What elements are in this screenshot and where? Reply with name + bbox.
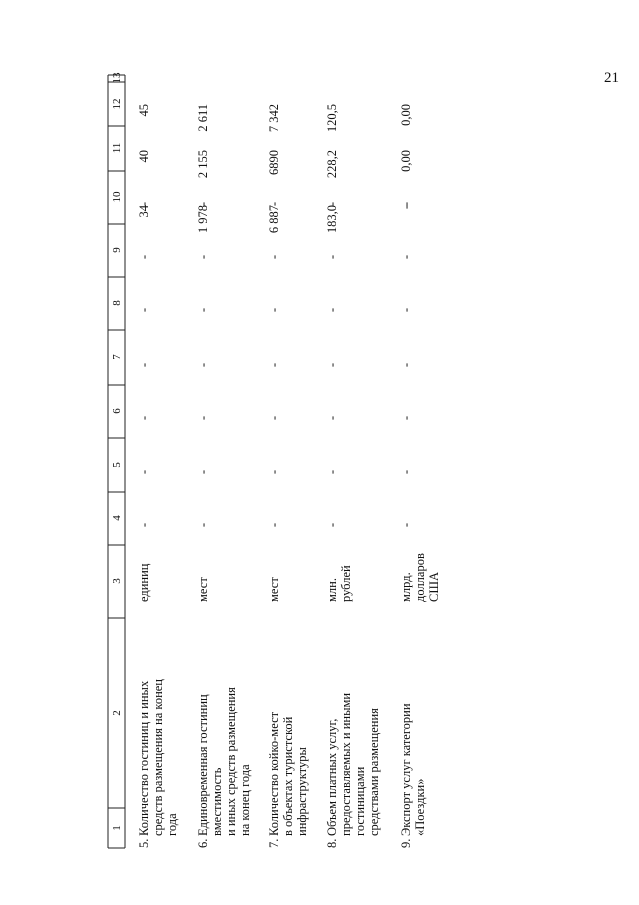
row-6-c5: - [196, 469, 210, 475]
row-8-name: Объем платных услуг,предоставляемых и инымигостиницамисредствами размещения [325, 692, 381, 836]
row-8-c4: - [325, 522, 339, 528]
row-7-c5: - [267, 469, 281, 475]
row-6-c7: - [196, 362, 210, 368]
row-7-c11: 6 887 [267, 205, 281, 234]
row-5-c8: - [137, 307, 151, 313]
row-8-c11: 183,0 [325, 205, 339, 234]
row-8-c8: - [325, 307, 339, 313]
row-8-n: 8. [325, 838, 339, 848]
row-9-c6: - [399, 415, 413, 421]
row-5-c10: - [137, 201, 151, 207]
header-col-4: 4 [111, 515, 123, 521]
row-9-unit: млрд.долларовСША [399, 553, 441, 602]
row-6-unit: мест [196, 577, 210, 602]
row-9-c9: - [399, 254, 413, 260]
row-9-c11: - [399, 205, 413, 210]
row-5-name: Количество гостиниц и иныхсредств размещения на конецгода [137, 678, 179, 836]
row-6-c13: 2 611 [196, 104, 210, 132]
row-5-c6: - [137, 415, 151, 421]
header-col-3: 3 [111, 578, 123, 584]
row-8-c10: - [325, 201, 339, 207]
row-8-c13: 120,5 [325, 104, 339, 133]
row-9-c7: - [399, 362, 413, 368]
row-7-unit: мест [267, 577, 281, 602]
header-col-6: 6 [111, 408, 123, 414]
row-9-c5: - [399, 469, 413, 475]
row-7-name: Количество койко-меств объектах туристскойинфраструктуры [267, 711, 309, 836]
row-7-c10: - [267, 201, 281, 207]
row-5-c4: - [137, 522, 151, 528]
table-grid [108, 75, 125, 848]
row-6-c10: - [196, 201, 210, 207]
row-5-c13: 45 [137, 104, 151, 117]
row-6-c6: - [196, 415, 210, 421]
row-9-c8: - [399, 307, 413, 313]
row-7-n: 7. [267, 838, 281, 848]
row-8-c9: - [325, 254, 339, 260]
row-7-c9: - [267, 254, 281, 260]
header-col-9: 9 [111, 247, 123, 253]
row-8-c7: - [325, 362, 339, 368]
header-col-7: 7 [111, 354, 123, 360]
row-5-c7: - [137, 362, 151, 368]
row-9-name: Экспорт услуг категории«Поездки» [399, 703, 427, 836]
header-col-8: 8 [111, 300, 123, 306]
row-6-c8: - [196, 307, 210, 313]
row-6-name: Единовременная гостиницвместимостьи иных средств размещенияна конец года [196, 687, 252, 836]
row-7-c6: - [267, 415, 281, 421]
header-col-2: 2 [111, 710, 123, 716]
row-6-c9: - [196, 254, 210, 260]
header-col-1: 1 [111, 825, 123, 831]
row-8-c6: - [325, 415, 339, 421]
page-number: 21 [604, 70, 619, 86]
header-col-12: 12 [111, 98, 123, 110]
header-col-11: 11 [111, 142, 123, 154]
row-7-c12: 6890 [267, 150, 281, 175]
row-8-unit: млн.рублей [325, 565, 353, 602]
row-6-c4: - [196, 522, 210, 528]
row-7-c7: - [267, 362, 281, 368]
row-5-unit: единиц [137, 563, 151, 602]
row-6-c12: 2 155 [196, 150, 210, 179]
row-6-c11: 1 978 [196, 205, 210, 234]
row-7-c13: 7 342 [267, 104, 281, 133]
row-7-c8: - [267, 307, 281, 313]
row-8-c12: 228,2 [325, 150, 339, 179]
header-col-5: 5 [111, 462, 123, 468]
row-9-n: 9. [399, 838, 413, 848]
header-col-13: 13 [111, 72, 123, 84]
row-5-c5: - [137, 469, 151, 475]
row-9-c12: 0,00 [399, 150, 413, 172]
row-9-c4: - [399, 522, 413, 528]
row-5-n: 5. [137, 838, 151, 848]
row-5-c12: 40 [137, 150, 151, 163]
row-9-c13: 0,00 [399, 104, 413, 126]
row-5-c9: - [137, 254, 151, 260]
row-8-c5: - [325, 469, 339, 475]
header-col-10: 10 [111, 191, 123, 203]
row-6-n: 6. [196, 838, 210, 848]
row-5-c11: 34 [137, 205, 151, 218]
row-9-c10: - [399, 201, 413, 207]
row-7-c4: - [267, 522, 281, 528]
